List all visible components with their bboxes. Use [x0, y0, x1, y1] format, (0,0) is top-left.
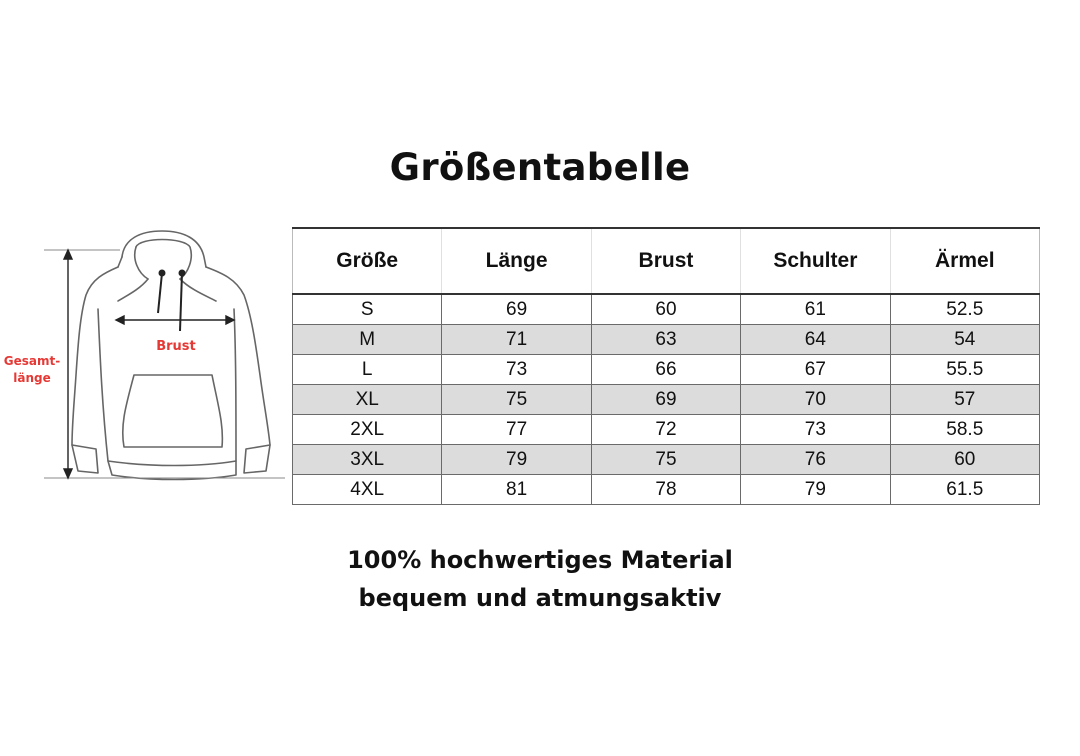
- cell-shoulder: 79: [741, 475, 890, 505]
- cell-size: S: [293, 294, 442, 325]
- cell-length: 81: [442, 475, 591, 505]
- cell-chest: 66: [591, 355, 740, 385]
- cell-length: 73: [442, 355, 591, 385]
- table-row: [293, 475, 1040, 505]
- header-chest: Brust: [591, 228, 740, 294]
- cell-shoulder: 64: [741, 325, 890, 355]
- cell-size: 2XL: [293, 415, 442, 445]
- cell-length: 71: [442, 325, 591, 355]
- cell-length: 79: [442, 445, 591, 475]
- table-row: [293, 445, 1040, 475]
- cell-sleeve: 55.5: [890, 355, 1039, 385]
- cell-sleeve: 52.5: [890, 294, 1039, 325]
- cell-size: 3XL: [293, 445, 442, 475]
- material-note: 100% hochwertiges Material: [347, 546, 733, 574]
- header-size: Größe: [293, 228, 442, 294]
- comfort-note: bequem und atmungsaktiv: [358, 584, 722, 612]
- table-row: [293, 325, 1040, 355]
- cell-chest: 78: [591, 475, 740, 505]
- cell-sleeve: 54: [890, 325, 1039, 355]
- header-length: Länge: [442, 228, 591, 294]
- cell-shoulder: 67: [741, 355, 890, 385]
- cell-size: M: [293, 325, 442, 355]
- cell-length: 75: [442, 385, 591, 415]
- table-row: [293, 415, 1040, 445]
- cell-length: 69: [442, 294, 591, 325]
- cell-sleeve: 57: [890, 385, 1039, 415]
- cell-shoulder: 73: [741, 415, 890, 445]
- cell-shoulder: 61: [741, 294, 890, 325]
- header-shoulder: Schulter: [741, 228, 890, 294]
- cell-chest: 69: [591, 385, 740, 415]
- cell-chest: 63: [591, 325, 740, 355]
- header-sleeve: Ärmel: [890, 228, 1039, 294]
- cell-chest: 60: [591, 294, 740, 325]
- table-header-row: [293, 228, 1040, 294]
- cell-chest: 75: [591, 445, 740, 475]
- chest-label: Brust: [156, 339, 196, 354]
- size-table: [292, 227, 1040, 505]
- cell-chest: 72: [591, 415, 740, 445]
- length-label-line1: Gesamt-: [3, 354, 61, 368]
- page-title: Größentabelle: [389, 146, 691, 189]
- cell-size: XL: [293, 385, 442, 415]
- cell-sleeve: 61.5: [890, 475, 1039, 505]
- table-row: [293, 355, 1040, 385]
- table-row: [293, 385, 1040, 415]
- length-label-line2: länge: [13, 371, 51, 385]
- cell-sleeve: 58.5: [890, 415, 1039, 445]
- cell-shoulder: 70: [741, 385, 890, 415]
- cell-size: L: [293, 355, 442, 385]
- cell-length: 77: [442, 415, 591, 445]
- cell-sleeve: 60: [890, 445, 1039, 475]
- length-label: [0, 353, 64, 387]
- cell-shoulder: 76: [741, 445, 890, 475]
- table-row: [293, 294, 1040, 325]
- cell-size: 4XL: [293, 475, 442, 505]
